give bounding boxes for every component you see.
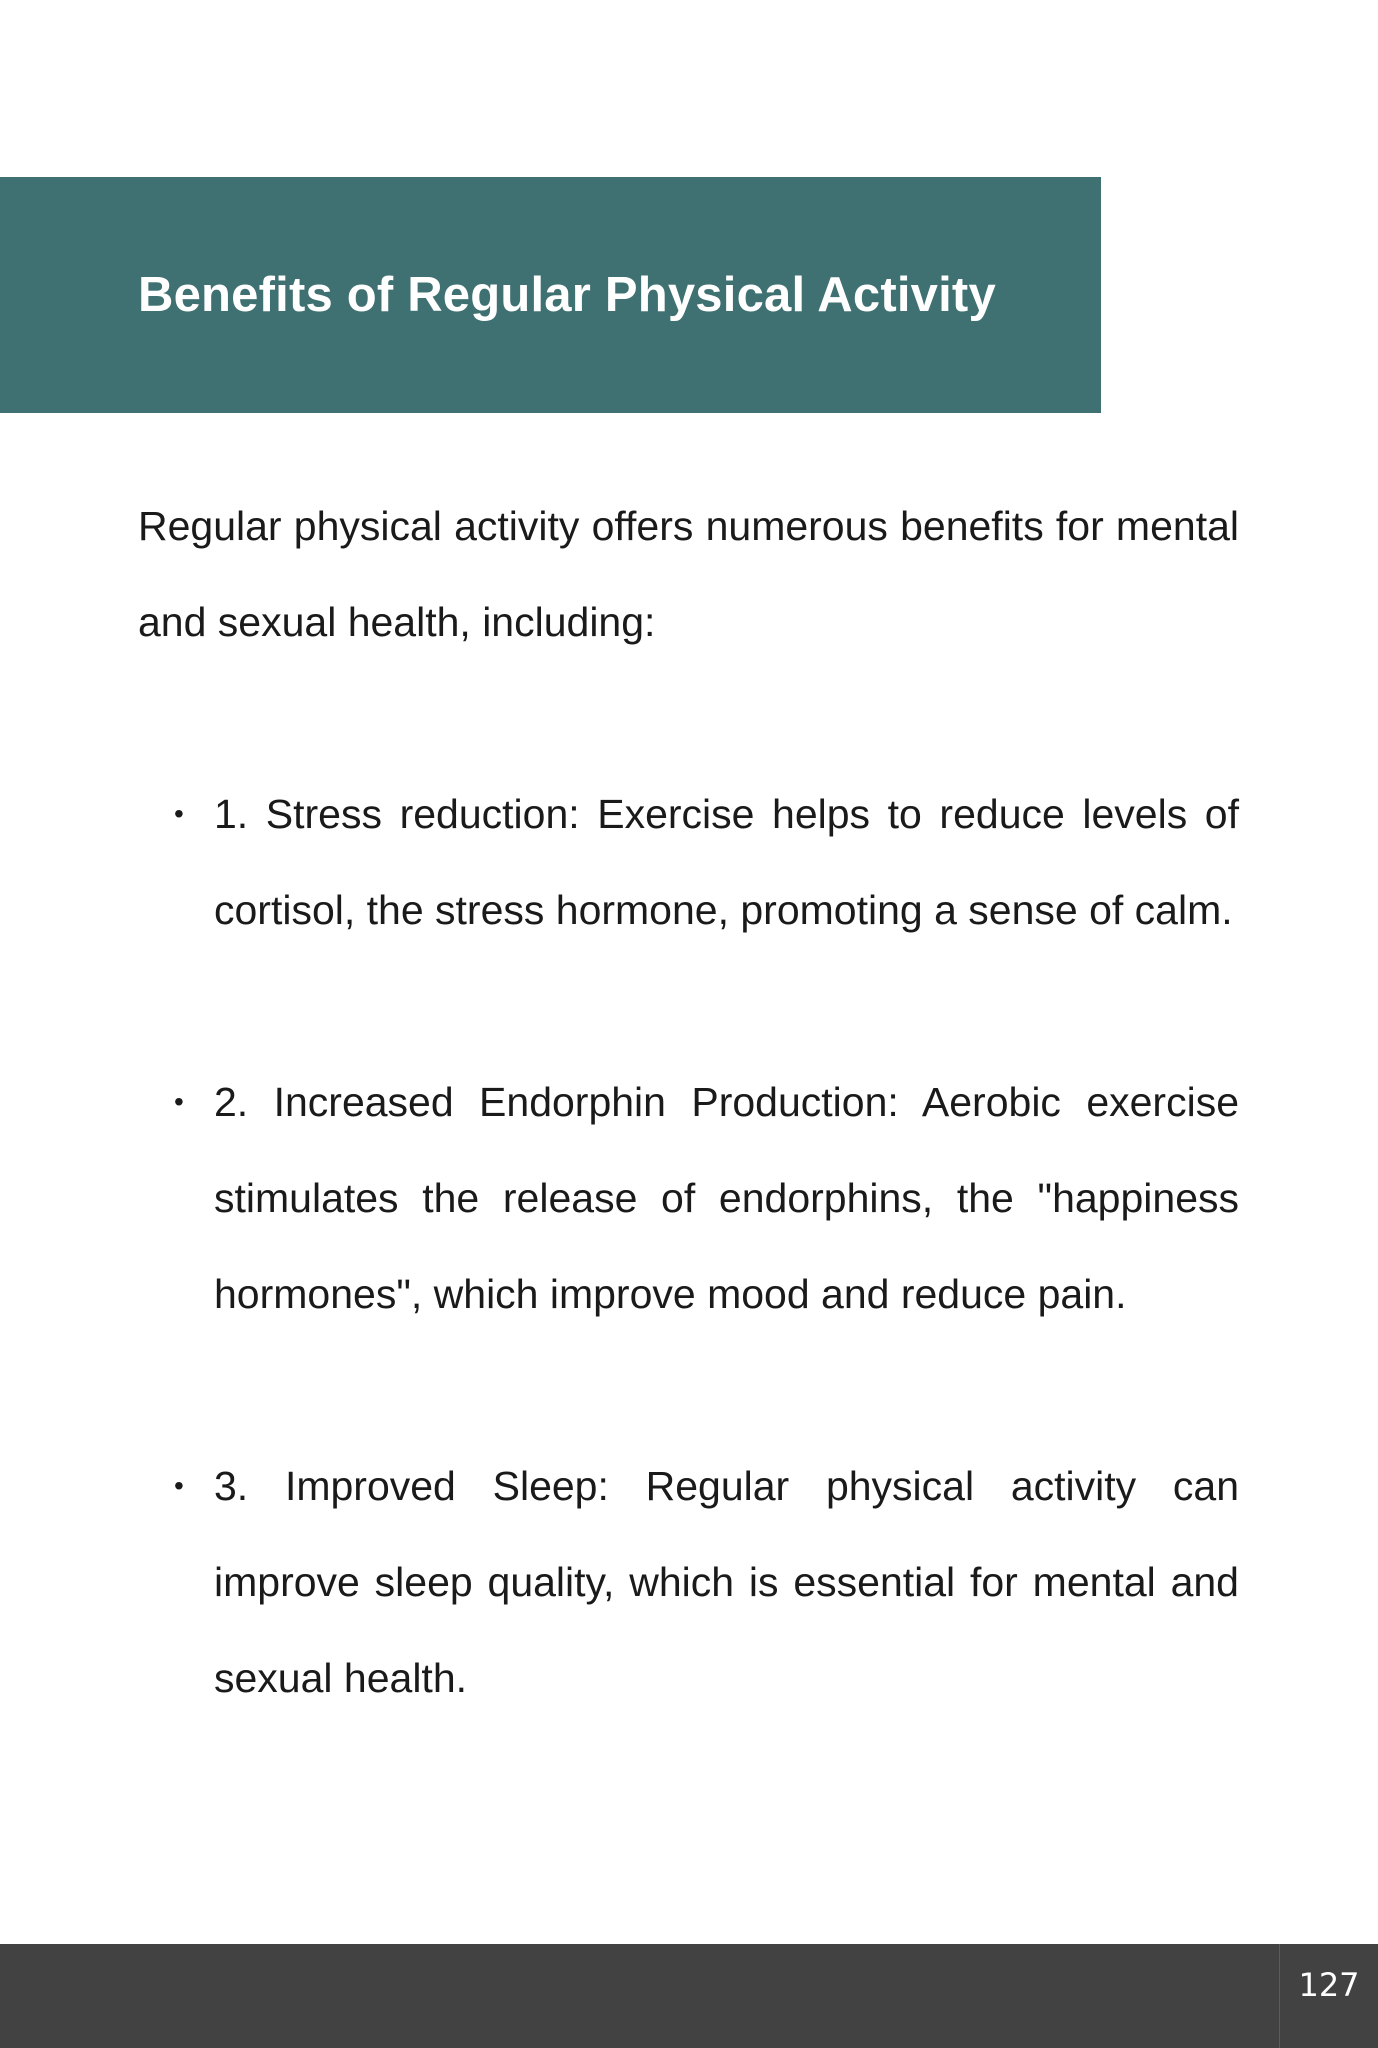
page-number: 127 xyxy=(1279,1944,1378,2048)
bullet-icon: • xyxy=(174,798,184,829)
list-item-text: 3. Improved Sleep: Regular physical activity can improve sleep quality, which is essential for mental and sexual health. xyxy=(214,1463,1239,1701)
page-content xyxy=(138,478,1239,1822)
list-item-text: 2. Increased Endorphin Production: Aerobic exercise stimulates the release of endorphins, the "happiness hormones", which improve mood and reduce pain. xyxy=(214,1079,1239,1317)
benefits-list xyxy=(138,766,1239,1726)
list-item xyxy=(138,1438,1239,1726)
intro-paragraph: Regular physical activity offers numerous benefits for mental and sexual health, including: xyxy=(138,503,1239,645)
footer-bar xyxy=(0,1944,1378,2048)
list-item xyxy=(138,766,1239,958)
page-title: Benefits of Regular Physical Activity xyxy=(138,268,996,322)
list-item xyxy=(138,1054,1239,1342)
title-banner xyxy=(0,177,1101,413)
bullet-icon: • xyxy=(174,1086,184,1117)
bullet-icon: • xyxy=(174,1470,184,1501)
list-item-text: 1. Stress reduction: Exercise helps to reduce levels of cortisol, the stress hormone, promoting a sense of calm. xyxy=(214,791,1239,933)
